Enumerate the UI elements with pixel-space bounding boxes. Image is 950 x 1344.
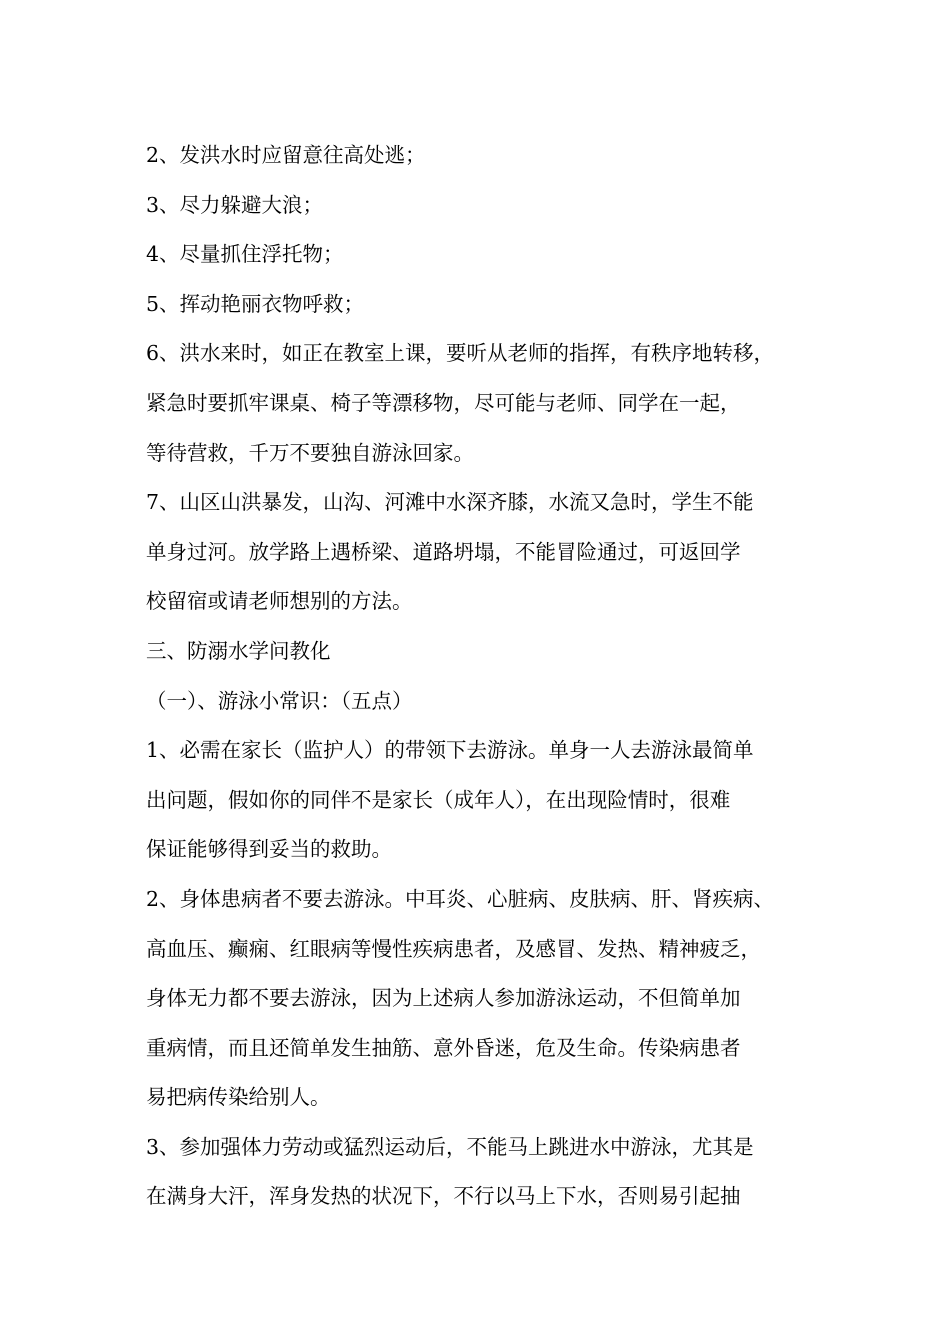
text-line: 重病情，而且还简单发生抽筋、意外昏迷，危及生命。传染病患者 xyxy=(146,1035,741,1060)
text-line: 出问题，假如你的同伴不是家长（成年人），在出现险情时，很难 xyxy=(146,787,731,812)
text-line: 5、挥动艳丽衣物呼救； xyxy=(146,291,365,316)
text-line: 4、尽量抓住浮托物； xyxy=(146,242,344,267)
subsection-heading: （一）、游泳小常识：（五点） xyxy=(146,688,413,713)
text-line: 在满身大汗，浑身发热的状况下，不行以马上下水，否则易引起抽 xyxy=(146,1184,741,1209)
text-line: 7、山区山洪暴发，山沟、河滩中水深齐膝，水流又急时，学生不能 xyxy=(146,490,754,515)
text-line: 等待营救，千万不要独自游泳回家。 xyxy=(146,440,474,465)
text-line: 3、尽力躲避大浪； xyxy=(146,192,324,217)
text-line: 紧急时要抓牢课桌、椅子等漂移物，尽可能与老师、同学在一起， xyxy=(146,390,741,415)
text-line: 易把病传染给别人。 xyxy=(146,1085,331,1110)
text-line: 3、参加强体力劳动或猛烈运动后，不能马上跳进水中游泳，尤其是 xyxy=(146,1134,754,1159)
text-line: 2、身体患病者不要去游泳。中耳炎、心脏病、皮肤病、肝、肾疾病、 xyxy=(146,886,775,911)
section-heading: 三、防溺水学问教化 xyxy=(146,638,331,663)
text-line: 身体无力都不要去游泳，因为上述病人参加游泳运动，不但简单加 xyxy=(146,986,741,1011)
document-body xyxy=(146,131,836,1222)
text-line: 2、发洪水时应留意往高处逃； xyxy=(146,143,426,167)
text-line: 保证能够得到妥当的救助。 xyxy=(146,837,392,862)
text-line: 6、洪水来时，如正在教室上课，要听从老师的指挥，有秩序地转移， xyxy=(146,341,775,366)
text-line: 单身过河。放学路上遇桥梁、道路坍塌，不能冒险通过，可返回学 xyxy=(146,539,741,564)
text-line: 高血压、癫痫、红眼病等慢性疾病患者，及感冒、发热、精神疲乏， xyxy=(146,936,761,961)
text-line: 校留宿或请老师想别的方法。 xyxy=(146,589,413,614)
text-line: 1、必需在家长（监护人）的带领下去游泳。单身一人去游泳最简单 xyxy=(146,738,754,763)
